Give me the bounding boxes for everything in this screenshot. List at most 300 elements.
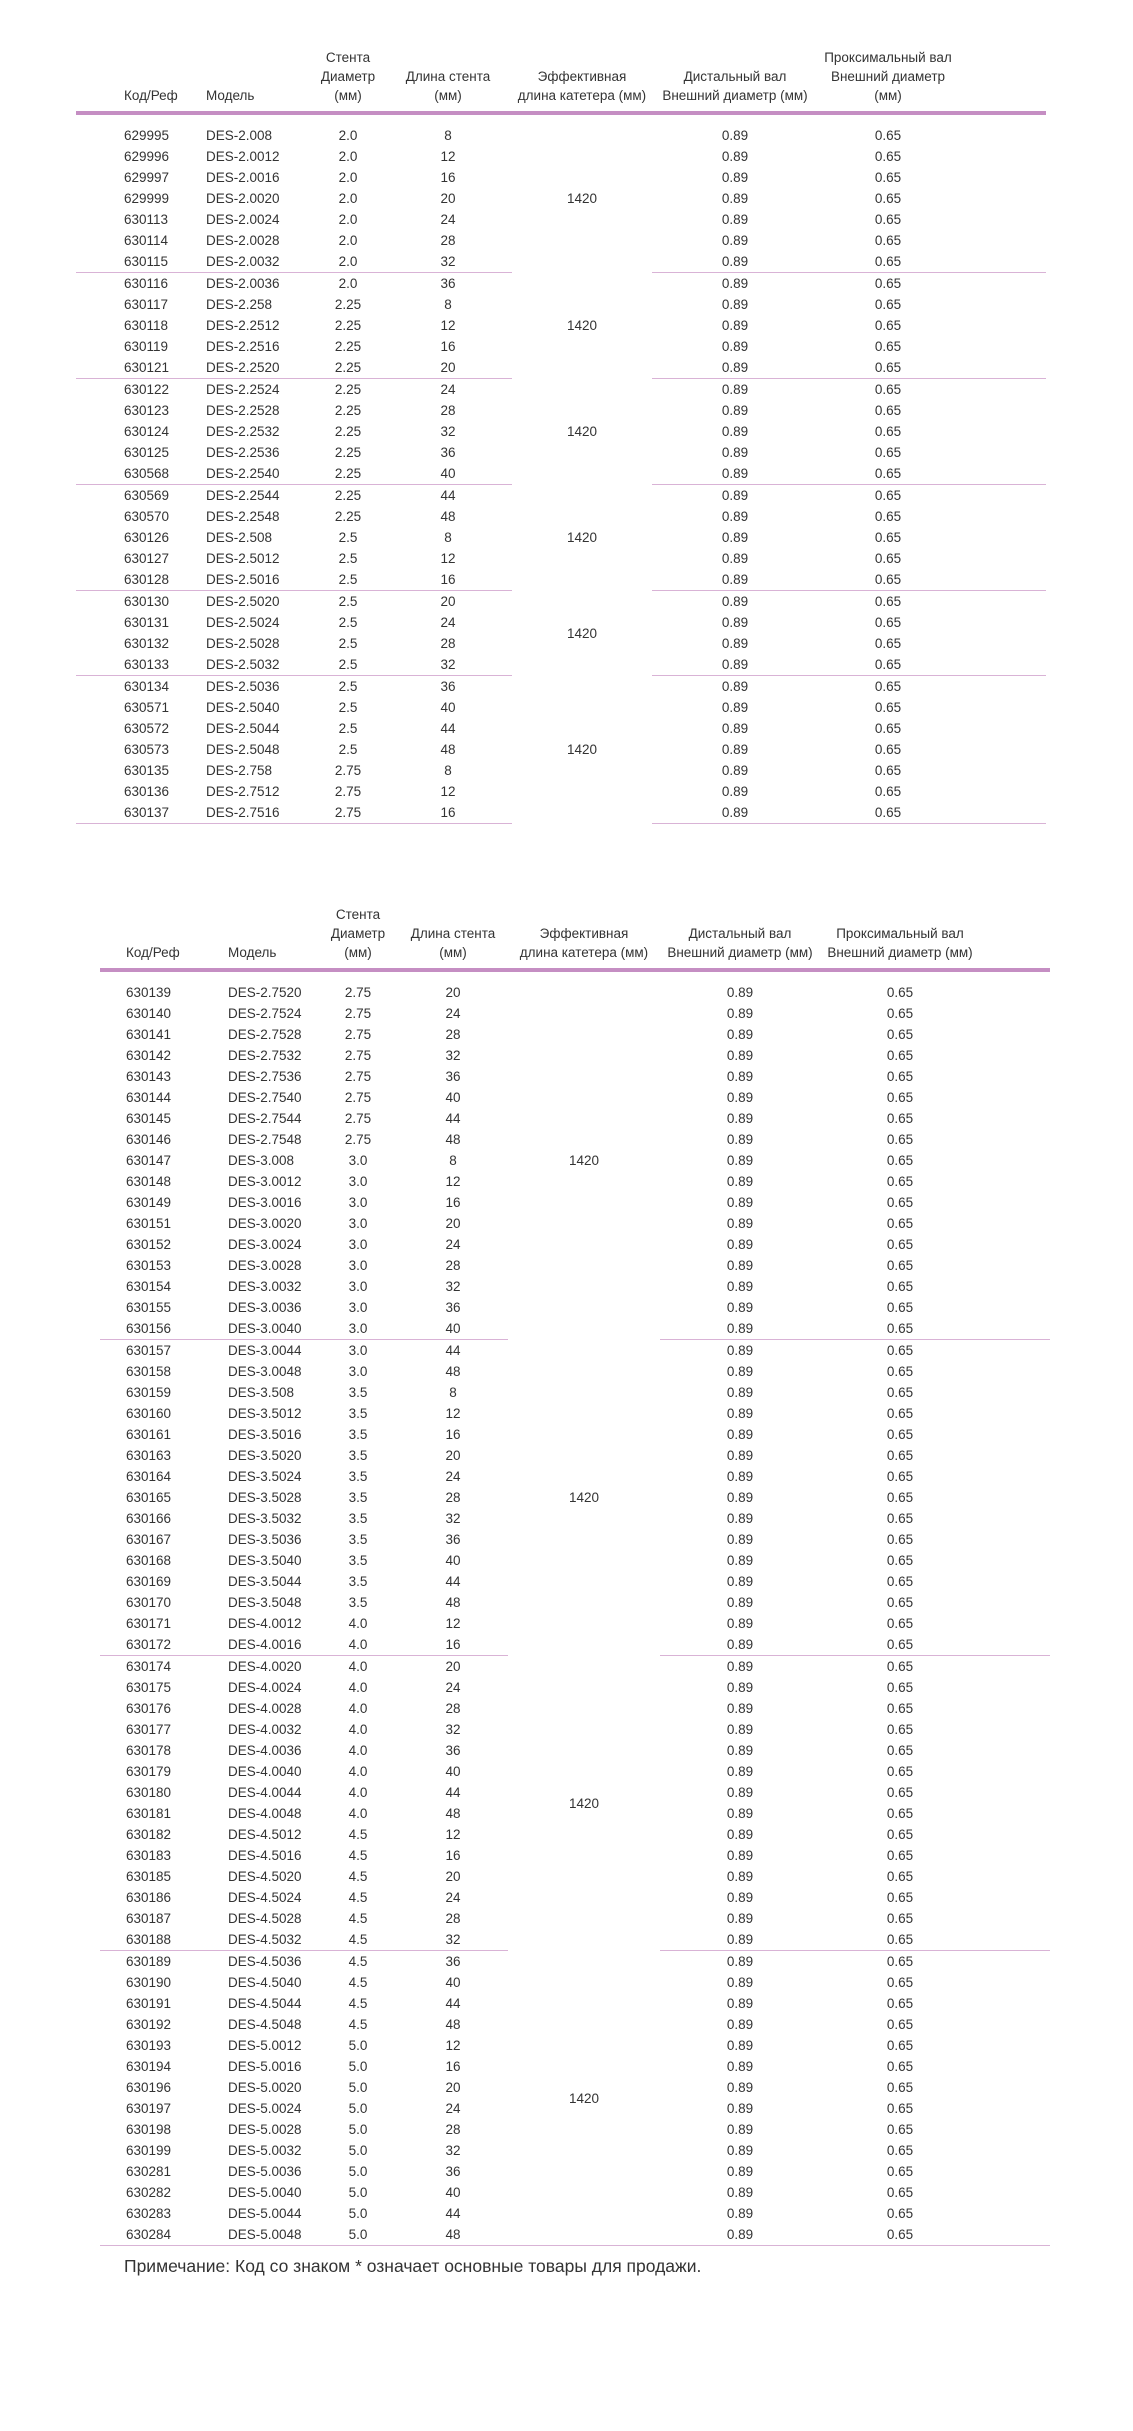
row-tail	[980, 1908, 1050, 1929]
cell-code: 630124	[124, 424, 170, 439]
row-tail	[958, 506, 1046, 527]
row-lead	[100, 1403, 126, 1424]
cell-distal: 0.89	[721, 233, 749, 248]
cell-model: DES-2.7536	[228, 1069, 302, 1084]
row-lead	[100, 2119, 126, 2140]
cell-code: 630130	[124, 594, 170, 609]
cell-length: 36	[445, 1069, 461, 1084]
cell-distal: 0.89	[652, 251, 818, 273]
cell-length: 40	[384, 463, 512, 485]
row-tail	[980, 2203, 1050, 2224]
cell-length: 8	[444, 128, 452, 143]
cell-length: 24	[445, 1469, 461, 1484]
row-tail	[980, 1150, 1050, 1171]
cell-model: DES-3.5020	[228, 1448, 302, 1463]
row-lead	[100, 1234, 126, 1255]
cell-model: DES-2.7544	[228, 1111, 302, 1126]
header-distal: Дистальный вал Внешний диаметр (мм)	[660, 905, 820, 970]
cell-catheter-length: 1420	[566, 742, 598, 757]
cell-length: 40	[445, 1553, 461, 1568]
cell-diameter: 3.0	[348, 1216, 368, 1231]
cell-diameter: 2.0	[338, 191, 358, 206]
cell-distal: 0.89	[726, 1448, 754, 1463]
row-tail	[958, 697, 1046, 718]
cell-code: 630114	[124, 233, 169, 248]
cell-model: DES-5.0028	[228, 2122, 302, 2137]
cell-length: 40	[445, 1975, 461, 1990]
cell-code: 630125	[124, 445, 170, 460]
row-lead	[100, 1782, 126, 1803]
cell-diameter: 3.0	[348, 1195, 368, 1210]
cell-code: 630191	[126, 1996, 172, 2011]
row-tail	[980, 1656, 1050, 1678]
cell-proximal: 0.65	[886, 1469, 914, 1484]
cell-model: DES-2.0016	[206, 170, 280, 185]
cell-distal: 0.89	[726, 1258, 754, 1273]
row-tail	[980, 1550, 1050, 1571]
cell-diameter: 2.75	[344, 1006, 372, 1021]
cell-code: 630146	[126, 1132, 172, 1147]
cell-distal: 0.89	[726, 2101, 754, 2116]
row-tail	[980, 1466, 1050, 1487]
cell-code: 630143	[126, 1069, 172, 1084]
cell-diameter: 2.0	[338, 149, 358, 164]
cell-code: 630149	[126, 1195, 172, 1210]
header-code: Код/Реф	[126, 905, 218, 970]
cell-code: 630284	[126, 2224, 218, 2246]
cell-distal: 0.89	[726, 1743, 754, 1758]
table-header-row	[100, 905, 1050, 970]
cell-model: DES-2.2548	[206, 509, 280, 524]
row-tail	[980, 1698, 1050, 1719]
cell-catheter-length: 1420	[566, 191, 598, 206]
cell-code: 630133	[124, 654, 202, 676]
cell-model: DES-4.0024	[228, 1680, 302, 1695]
cell-distal: 0.89	[726, 2080, 754, 2095]
cell-model: DES-2.2516	[206, 339, 280, 354]
row-lead	[100, 1550, 126, 1571]
cell-length: 36	[445, 2164, 461, 2179]
cell-code: 630170	[126, 1595, 172, 1610]
cell-length: 32	[445, 1279, 461, 1294]
cell-diameter: 2.5	[338, 700, 358, 715]
cell-code: 630568	[124, 463, 202, 485]
cell-model: DES-3.508	[228, 1385, 295, 1400]
product-table-2	[100, 905, 1050, 2246]
cell-model: DES-2.0020	[206, 191, 280, 206]
row-tail	[980, 1613, 1050, 1634]
cell-length: 12	[440, 318, 456, 333]
cell-proximal: 0.65	[874, 191, 902, 206]
cell-proximal: 0.65	[886, 1448, 914, 1463]
cell-proximal: 0.65	[886, 2122, 914, 2137]
cell-length: 32	[445, 1048, 461, 1063]
cell-model: DES-2.0028	[206, 233, 280, 248]
cell-diameter: 5.0	[348, 2059, 368, 2074]
table-1-body	[76, 113, 1046, 824]
row-tail	[958, 400, 1046, 421]
row-tail	[980, 1361, 1050, 1382]
cell-distal: 0.89	[726, 1174, 754, 1189]
row-tail	[958, 654, 1046, 676]
cell-code: 630137	[124, 802, 202, 824]
row-lead	[100, 1066, 126, 1087]
cell-code: 630116	[124, 276, 169, 291]
row-lead	[76, 357, 124, 379]
cell-length: 24	[445, 1890, 461, 1905]
cell-model: DES-4.5036	[228, 1954, 302, 1969]
cell-proximal: 0.65	[818, 654, 958, 676]
cell-proximal: 0.65	[886, 1069, 914, 1084]
row-tail	[958, 739, 1046, 760]
row-tail	[980, 1972, 1050, 1993]
row-lead	[100, 1656, 126, 1678]
cell-diameter: 5.0	[348, 2101, 368, 2116]
cell-diameter: 4.0	[348, 1701, 368, 1716]
cell-proximal: 0.65	[820, 2224, 980, 2246]
cell-diameter: 3.0	[348, 1300, 368, 1315]
cell-code: 630167	[126, 1532, 172, 1547]
row-lead	[100, 1908, 126, 1929]
row-tail	[958, 781, 1046, 802]
cell-diameter: 3.5	[348, 1385, 368, 1400]
cell-diameter: 4.0	[348, 1722, 368, 1737]
cell-length: 16	[384, 802, 512, 824]
row-tail	[980, 1993, 1050, 2014]
cell-distal: 0.89	[721, 636, 749, 651]
cell-proximal: 0.65	[886, 1153, 914, 1168]
header-model: Модель	[218, 905, 318, 970]
cell-proximal: 0.65	[820, 1318, 980, 1340]
cell-distal: 0.89	[726, 1595, 754, 1610]
cell-diameter: 2.75	[344, 1027, 372, 1042]
row-tail	[980, 1424, 1050, 1445]
cell-model: DES-2.5032	[202, 654, 312, 676]
cell-length: 48	[445, 1806, 461, 1821]
cell-proximal: 0.65	[874, 149, 902, 164]
cell-proximal: 0.65	[886, 1659, 914, 1674]
row-tail	[958, 315, 1046, 336]
cell-length: 48	[445, 1364, 461, 1379]
row-tail	[980, 1824, 1050, 1845]
cell-distal: 0.89	[726, 2185, 754, 2200]
cell-diameter: 2.75	[334, 763, 362, 778]
cell-proximal: 0.65	[820, 1634, 980, 1656]
cell-proximal: 0.65	[886, 1975, 914, 1990]
cell-distal: 0.89	[726, 1975, 754, 1990]
cell-distal: 0.89	[726, 1006, 754, 1021]
cell-code: 630142	[126, 1048, 172, 1063]
cell-proximal: 0.65	[874, 382, 902, 397]
cell-length: 48	[445, 1132, 461, 1147]
cell-proximal: 0.65	[886, 1174, 914, 1189]
row-tail	[958, 188, 1046, 209]
cell-proximal: 0.65	[886, 1490, 914, 1505]
cell-distal: 0.89	[721, 509, 749, 524]
row-lead	[76, 294, 124, 315]
cell-proximal: 0.65	[818, 463, 958, 485]
row-tail	[958, 633, 1046, 654]
cell-length: 20	[445, 1216, 461, 1231]
cell-distal: 0.89	[721, 530, 749, 545]
cell-distal: 0.89	[721, 721, 749, 736]
cell-code: 630144	[126, 1090, 172, 1105]
cell-catheter-length: 1420	[566, 318, 598, 333]
cell-model: DES-3.5032	[228, 1511, 302, 1526]
cell-model: DES-2.0024	[206, 212, 280, 227]
cell-code: 630194	[126, 2059, 172, 2074]
cell-model: DES-2.5028	[206, 636, 280, 651]
cell-length: 20	[445, 985, 461, 1000]
cell-proximal: 0.65	[886, 1890, 914, 1905]
row-lead	[76, 739, 124, 760]
cell-code: 630123	[124, 403, 170, 418]
product-table-1	[76, 48, 1046, 824]
cell-length: 20	[384, 357, 512, 379]
cell-proximal: 0.65	[886, 1132, 914, 1147]
cell-code: 630570	[124, 509, 170, 524]
cell-length: 32	[445, 2143, 461, 2158]
cell-length: 36	[445, 1743, 461, 1758]
cell-proximal: 0.65	[874, 276, 902, 291]
row-tail	[958, 569, 1046, 591]
cell-distal: 0.89	[721, 763, 749, 778]
row-tail	[980, 1951, 1050, 1973]
cell-length: 16	[445, 1427, 461, 1442]
cell-distal: 0.89	[726, 2143, 754, 2158]
cell-length: 16	[445, 1848, 461, 1863]
cell-diameter: 2.25	[312, 357, 384, 379]
cell-proximal: 0.65	[886, 1806, 914, 1821]
row-lead	[100, 2161, 126, 2182]
table-row	[100, 1951, 1050, 1973]
cell-model: DES-4.0020	[228, 1659, 302, 1674]
row-tail	[980, 1887, 1050, 1908]
cell-model: DES-2.2524	[206, 382, 280, 397]
header-length: Длина стента (мм)	[384, 48, 512, 113]
cell-distal: 0.89	[721, 212, 749, 227]
cell-diameter: 2.25	[334, 318, 362, 333]
cell-diameter: 5.0	[348, 2038, 368, 2053]
cell-distal: 0.89	[721, 276, 749, 291]
row-tail	[980, 2035, 1050, 2056]
cell-distal: 0.89	[721, 784, 749, 799]
row-tail	[980, 1761, 1050, 1782]
row-tail	[980, 1740, 1050, 1761]
row-lead	[100, 2014, 126, 2035]
row-tail	[958, 676, 1046, 698]
row-tail	[980, 2077, 1050, 2098]
cell-length: 48	[440, 742, 456, 757]
cell-model: DES-2.0012	[206, 149, 280, 164]
cell-diameter: 3.5	[348, 1448, 368, 1463]
row-lead	[76, 188, 124, 209]
cell-code: 630175	[126, 1680, 172, 1695]
cell-distal: 0.89	[726, 1048, 754, 1063]
cell-diameter: 2.25	[334, 488, 362, 503]
cell-diameter: 2.75	[344, 1090, 372, 1105]
cell-model: DES-2.508	[206, 530, 273, 545]
row-lead	[100, 1719, 126, 1740]
cell-diameter: 2.25	[334, 424, 362, 439]
cell-code: 630180	[126, 1785, 172, 1800]
cell-distal: 0.89	[726, 1806, 754, 1821]
cell-proximal: 0.65	[886, 1195, 914, 1210]
cell-diameter: 2.75	[344, 1111, 372, 1126]
header-proximal: Проксимальный вал Внешний диаметр (мм)	[820, 905, 980, 970]
row-lead	[76, 760, 124, 781]
row-lead	[100, 982, 126, 1003]
cell-proximal: 0.65	[874, 594, 902, 609]
cell-proximal: 0.65	[886, 1364, 914, 1379]
cell-diameter: 4.5	[348, 1911, 368, 1926]
row-lead	[100, 1677, 126, 1698]
cell-length: 24	[445, 1680, 461, 1695]
row-lead	[100, 1487, 126, 1508]
cell-model: DES-3.0012	[228, 1174, 302, 1189]
cell-code: 630179	[126, 1764, 172, 1779]
row-lead	[100, 1972, 126, 1993]
cell-diameter: 2.5	[338, 530, 358, 545]
row-tail	[980, 1192, 1050, 1213]
cell-length: 24	[440, 212, 456, 227]
cell-model: DES-3.5036	[228, 1532, 302, 1547]
table-row	[76, 591, 1046, 613]
cell-diameter: 2.5	[338, 615, 358, 630]
row-tail	[980, 1592, 1050, 1613]
cell-length: 32	[445, 1511, 461, 1526]
cell-length: 32	[384, 251, 512, 273]
row-tail	[980, 1318, 1050, 1340]
cell-proximal: 0.65	[886, 2080, 914, 2095]
cell-distal: 0.89	[726, 1216, 754, 1231]
cell-distal: 0.89	[721, 615, 749, 630]
cell-code: 630193	[126, 2038, 172, 2053]
cell-code: 630282	[126, 2185, 172, 2200]
cell-diameter: 4.0	[348, 1680, 368, 1695]
row-lead	[100, 1613, 126, 1634]
row-lead	[100, 1255, 126, 1276]
cell-diameter: 5.0	[318, 2224, 398, 2246]
cell-diameter: 4.5	[348, 2017, 368, 2032]
cell-model: DES-4.5024	[228, 1890, 302, 1905]
cell-length: 40	[445, 1090, 461, 1105]
cell-diameter: 4.5	[348, 1869, 368, 1884]
cell-model: DES-4.0040	[228, 1764, 302, 1779]
cell-code: 630141	[126, 1027, 172, 1042]
cell-catheter-length: 1420	[566, 424, 598, 439]
cell-diameter: 2.75	[312, 802, 384, 824]
row-lead	[100, 1571, 126, 1592]
row-tail	[980, 2224, 1050, 2246]
cell-proximal: 0.65	[886, 2017, 914, 2032]
cell-model: DES-4.5032	[218, 1929, 318, 1951]
row-tail	[958, 357, 1046, 379]
cell-model: DES-2.7528	[228, 1027, 302, 1042]
cell-distal: 0.89	[721, 424, 749, 439]
cell-model: DES-3.0036	[228, 1300, 302, 1315]
cell-distal: 0.89	[726, 1890, 754, 1905]
row-tail	[958, 294, 1046, 315]
cell-proximal: 0.65	[886, 2206, 914, 2221]
cell-length: 40	[398, 1318, 508, 1340]
cell-length: 48	[445, 1595, 461, 1610]
header-length: Длина стента (мм)	[398, 905, 508, 970]
cell-model: DES-3.008	[228, 1153, 295, 1168]
cell-model: DES-3.5044	[228, 1574, 302, 1589]
cell-diameter: 3.0	[318, 1318, 398, 1340]
cell-length: 40	[440, 700, 456, 715]
cell-diameter: 3.0	[348, 1237, 368, 1252]
cell-model: DES-3.0032	[228, 1279, 302, 1294]
row-lead	[100, 1951, 126, 1973]
cell-length: 48	[445, 2017, 461, 2032]
cell-model: DES-2.5040	[206, 700, 280, 715]
cell-model: DES-3.0040	[218, 1318, 318, 1340]
cell-proximal: 0.65	[874, 784, 902, 799]
cell-proximal: 0.65	[886, 1237, 914, 1252]
row-lead	[76, 336, 124, 357]
cell-diameter: 2.5	[338, 721, 358, 736]
cell-model: DES-2.5012	[206, 551, 280, 566]
cell-proximal: 0.65	[886, 1574, 914, 1589]
cell-code: 630573	[124, 742, 170, 757]
row-tail	[980, 1171, 1050, 1192]
cell-length: 20	[445, 1659, 461, 1674]
cell-code: 630164	[126, 1469, 172, 1484]
cell-length: 16	[440, 339, 456, 354]
cell-distal: 0.89	[726, 1469, 754, 1484]
row-lead	[100, 2035, 126, 2056]
cell-proximal: 0.65	[886, 1616, 914, 1631]
cell-code: 630135	[124, 763, 170, 778]
cell-distal: 0.89	[726, 2059, 754, 2074]
cell-proximal: 0.65	[886, 1911, 914, 1926]
cell-proximal: 0.65	[818, 251, 958, 273]
cell-diameter: 2.75	[344, 1132, 372, 1147]
row-tail	[980, 1045, 1050, 1066]
cell-code: 630185	[126, 1869, 172, 1884]
row-lead	[100, 1192, 126, 1213]
row-tail	[980, 2182, 1050, 2203]
cell-code: 630156	[126, 1318, 218, 1340]
cell-distal: 0.89	[726, 1153, 754, 1168]
cell-model: DES-5.0032	[228, 2143, 302, 2158]
cell-length: 12	[445, 1616, 461, 1631]
cell-diameter: 4.5	[348, 1996, 368, 2011]
cell-distal: 0.89	[721, 594, 749, 609]
cell-diameter: 2.75	[344, 1048, 372, 1063]
row-tail	[980, 2056, 1050, 2077]
cell-distal: 0.89	[726, 1027, 754, 1042]
cell-distal: 0.89	[726, 2038, 754, 2053]
header-spacer	[100, 970, 1050, 982]
cell-model: DES-2.758	[206, 763, 273, 778]
cell-code: 630121	[124, 357, 202, 379]
cell-length: 48	[440, 509, 456, 524]
cell-distal: 0.89	[726, 1490, 754, 1505]
cell-distal: 0.89	[726, 1869, 754, 1884]
cell-distal: 0.89	[652, 802, 818, 824]
row-tail	[980, 1803, 1050, 1824]
cell-length: 16	[445, 1195, 461, 1210]
row-tail	[980, 1866, 1050, 1887]
cell-diameter: 3.0	[348, 1153, 368, 1168]
cell-diameter: 3.5	[348, 1511, 368, 1526]
row-lead	[100, 1803, 126, 1824]
row-lead	[100, 1866, 126, 1887]
cell-code: 630147	[126, 1153, 172, 1168]
